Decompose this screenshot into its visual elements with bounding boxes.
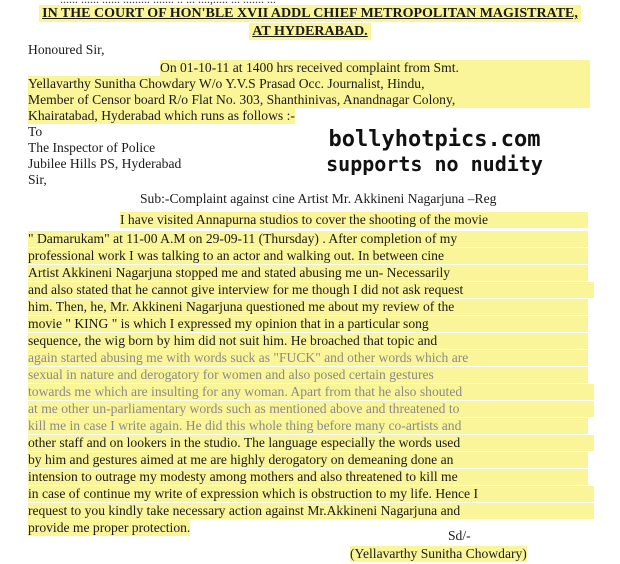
body-line: in case of continue my write of expression which is obstruction to my life. Hence I	[28, 486, 594, 502]
address-line: The Inspector of Police	[28, 140, 156, 155]
body-line: professional work I was talking to an actor and walking out. In between cine	[28, 248, 588, 264]
watermark-site: bollyhotpics.com	[328, 127, 541, 152]
body-line: and also stated that he cannot give interview for me though I did not ask request	[28, 282, 594, 298]
signature-sd: Sd/-	[448, 528, 471, 543]
address-to: To	[28, 124, 43, 139]
body-line: towards me which are insulting for any woman. Apart from that he also shouted	[28, 384, 594, 400]
body-line: provide me proper protection.	[28, 520, 191, 535]
watermark	[262, 128, 607, 176]
body-line: other staff and on lookers in the studio. The language especially the words used	[28, 435, 594, 451]
court-title-line-1: IN THE COURT OF HON'BLE XVII ADDL CHIEF METROPOLITAN MAGISTRATE,	[0, 6, 620, 22]
subject-line: Sub:-Complaint against cine Artist Mr. Akkineni Nagarjuna –Reg	[140, 191, 497, 206]
intro-line: On 01-10-11 at 1400 hrs received complaint from Smt.	[160, 60, 590, 76]
body-line: movie " KING " is which I expressed my opinion that in a particular song	[28, 316, 588, 332]
body-line: by him and gestures aimed at me are highly derogatory on demeaning done an	[28, 452, 588, 468]
address-sir: Sir,	[28, 172, 47, 187]
body-line: sexual in nature and derogatory for women and also posed certain gestures	[28, 367, 588, 383]
intro-line: Yellavarthy Sunitha Chowdary W/o Y.V.S Prasad Occ. Journalist, Hindu,	[28, 76, 590, 92]
body-line: Artist Akkineni Nagarjuna stopped me and stated abusing me un- Necessarily	[28, 265, 588, 281]
body-line: " Damarukam" at 11-00 A.M on 29-09-11 (Thursday) . After completion of my	[28, 231, 588, 247]
court-title-line-2: AT HYDERABAD.	[0, 24, 620, 40]
body-line: request to you kindly take necessary action against Mr.Akkineni Nagarjuna and	[28, 503, 594, 519]
body-line: kill me in case I write again. He did this whole thing before many co-artists and	[28, 418, 588, 434]
body-line: him. Then, he, Mr. Akkineni Nagarjuna questioned me about my review of the	[28, 299, 588, 315]
body-line: at me other un-parliamentary words such as mentioned above and threatened to	[28, 401, 594, 417]
intro-line: Member of Censor board R/o Flat No. 303, Shanthinivas, Anandnagar Colony,	[28, 92, 590, 108]
watermark-tagline: supports no nudity	[326, 152, 543, 176]
body-line: again started abusing me with words suck as "FUCK" and other words which are	[28, 350, 588, 366]
salutation: Honoured Sir,	[28, 42, 105, 57]
address-line: Jubilee Hills PS, Hyderabad	[28, 156, 182, 171]
body-line: sequence, the wig born by him did not suit him. He broached that topic and	[28, 333, 588, 349]
body-line: intension to outrage my modesty among mothers and also threatened to kill me	[28, 469, 588, 485]
body-line: I have visited Annapurna studios to cover the shooting of the movie	[120, 212, 588, 228]
signature-name: (Yellavarthy Sunitha Chowdary)	[350, 546, 527, 561]
intro-line: Khairatabad, Hyderabad which runs as follows :-	[28, 108, 295, 123]
